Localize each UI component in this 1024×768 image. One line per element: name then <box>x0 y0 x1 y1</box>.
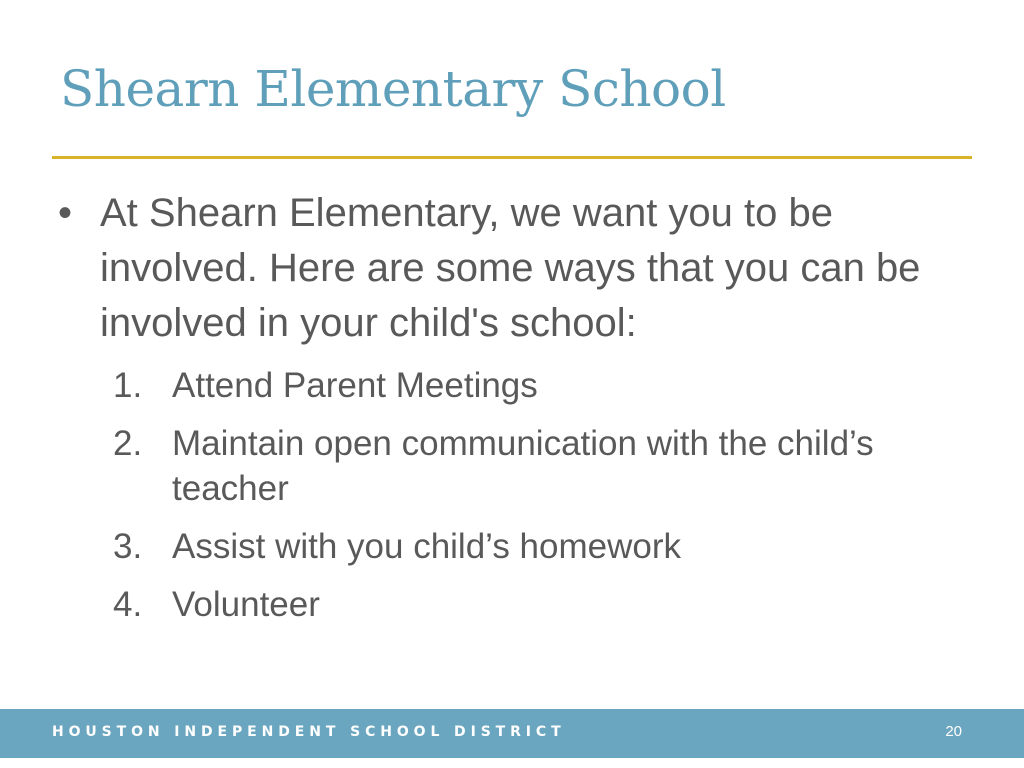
footer-organization: HOUSTON INDEPENDENT SCHOOL DISTRICT <box>52 724 566 740</box>
list-item-text: Volunteer <box>172 585 320 624</box>
involvement-list <box>58 363 958 627</box>
page-number: 20 <box>945 723 962 740</box>
bullet-icon: • <box>58 191 73 235</box>
list-item <box>58 524 958 569</box>
slide-body <box>58 186 958 640</box>
slide-title: Shearn Elementary School <box>60 60 726 118</box>
list-item-number: 1. <box>113 366 143 405</box>
list-item <box>58 421 958 511</box>
intro-bullet <box>58 186 958 351</box>
list-item-number: 3. <box>113 527 143 566</box>
footer-bar <box>0 709 1024 758</box>
list-item-text: Attend Parent Meetings <box>172 366 538 405</box>
list-item <box>58 582 958 627</box>
list-item-number: 4. <box>113 585 143 624</box>
title-divider <box>52 156 972 159</box>
list-item-text: Assist with you child’s homework <box>172 527 681 566</box>
list-item-text: Maintain open communication with the child’s teacher <box>172 424 874 508</box>
list-item <box>58 363 958 408</box>
intro-text: At Shearn Elementary, we want you to be involved. Here are some ways that you can be involved in your child's school: <box>100 191 921 345</box>
list-item-number: 2. <box>113 424 143 463</box>
